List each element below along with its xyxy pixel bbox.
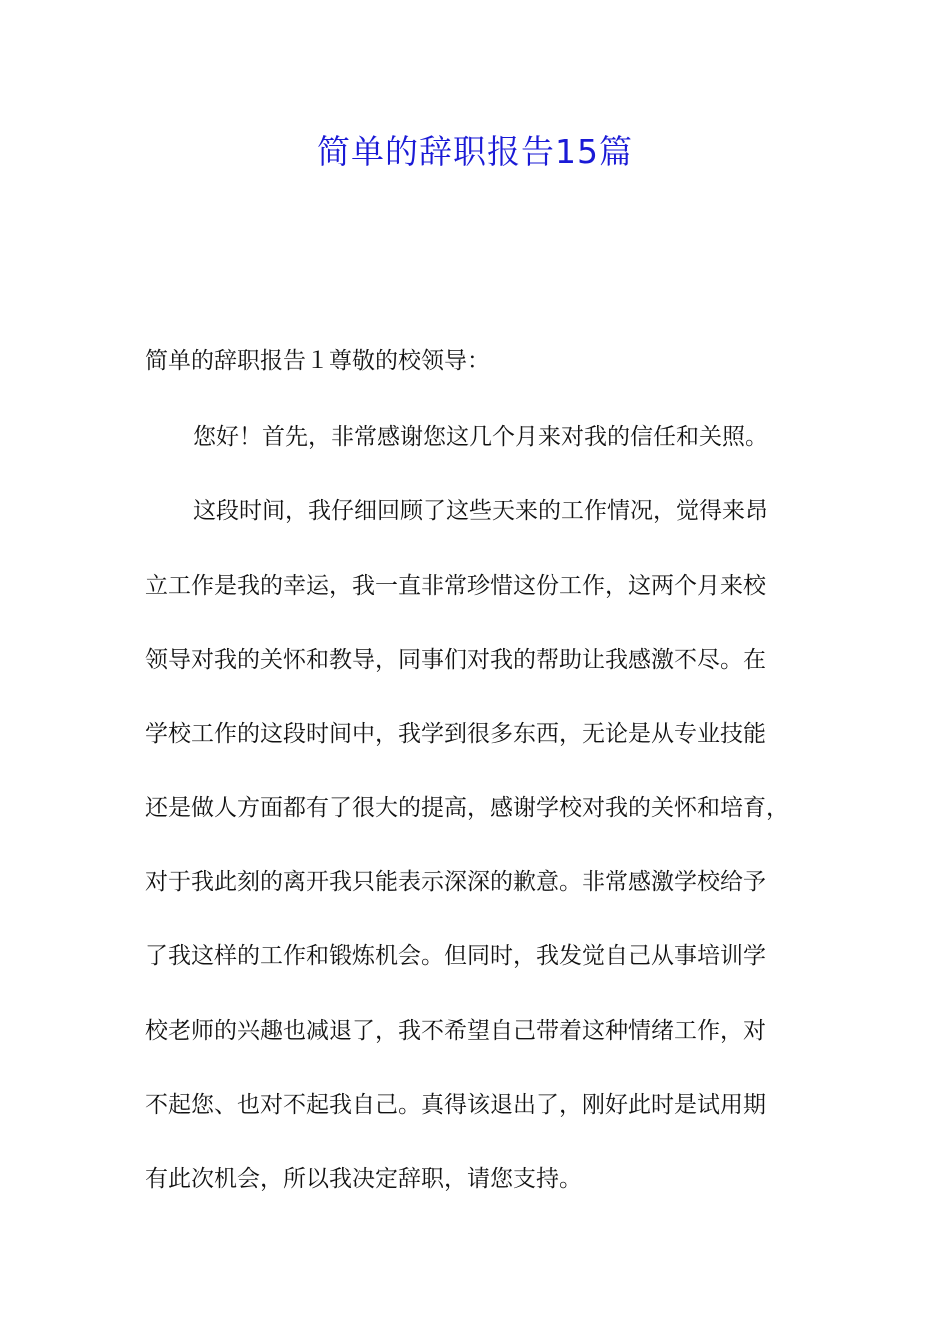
paragraph-line: 学校工作的这段时间中，我学到很多东西，无论是从专业技能 (145, 721, 766, 747)
paragraph-line: 您好！首先，非常感谢您这几个月来对我的信任和关照。 (193, 424, 768, 450)
paragraph-line: 了我这样的工作和锻炼机会。但同时，我发觉自己从事培训学 (145, 943, 766, 969)
paragraph-line: 立工作是我的幸运，我一直非常珍惜这份工作，这两个月来校 (145, 573, 766, 599)
paragraph-line: 领导对我的关怀和教导，同事们对我的帮助让我感激不尽。在 (145, 647, 766, 673)
paragraph-line: 还是做人方面都有了很大的提高，感谢学校对我的关怀和培育， (145, 795, 789, 821)
paragraph-line: 不起您、也对不起我自己。真得该退出了，刚好此时是试用期 (145, 1092, 766, 1118)
paragraph-line: 对于我此刻的离开我只能表示深深的歉意。非常感激学校给予 (145, 869, 766, 895)
paragraph-line: 有此次机会，所以我决定辞职，请您支持。 (145, 1166, 582, 1192)
paragraph-line: 这段时间，我仔细回顾了这些天来的工作情况，觉得来昂 (193, 498, 768, 524)
salutation-line: 简单的辞职报告１尊敬的校领导： (145, 348, 490, 374)
document-title: 简单的辞职报告15篇 (317, 132, 633, 171)
paragraph-line: 校老师的兴趣也减退了，我不希望自己带着这种情绪工作，对 (145, 1018, 766, 1044)
